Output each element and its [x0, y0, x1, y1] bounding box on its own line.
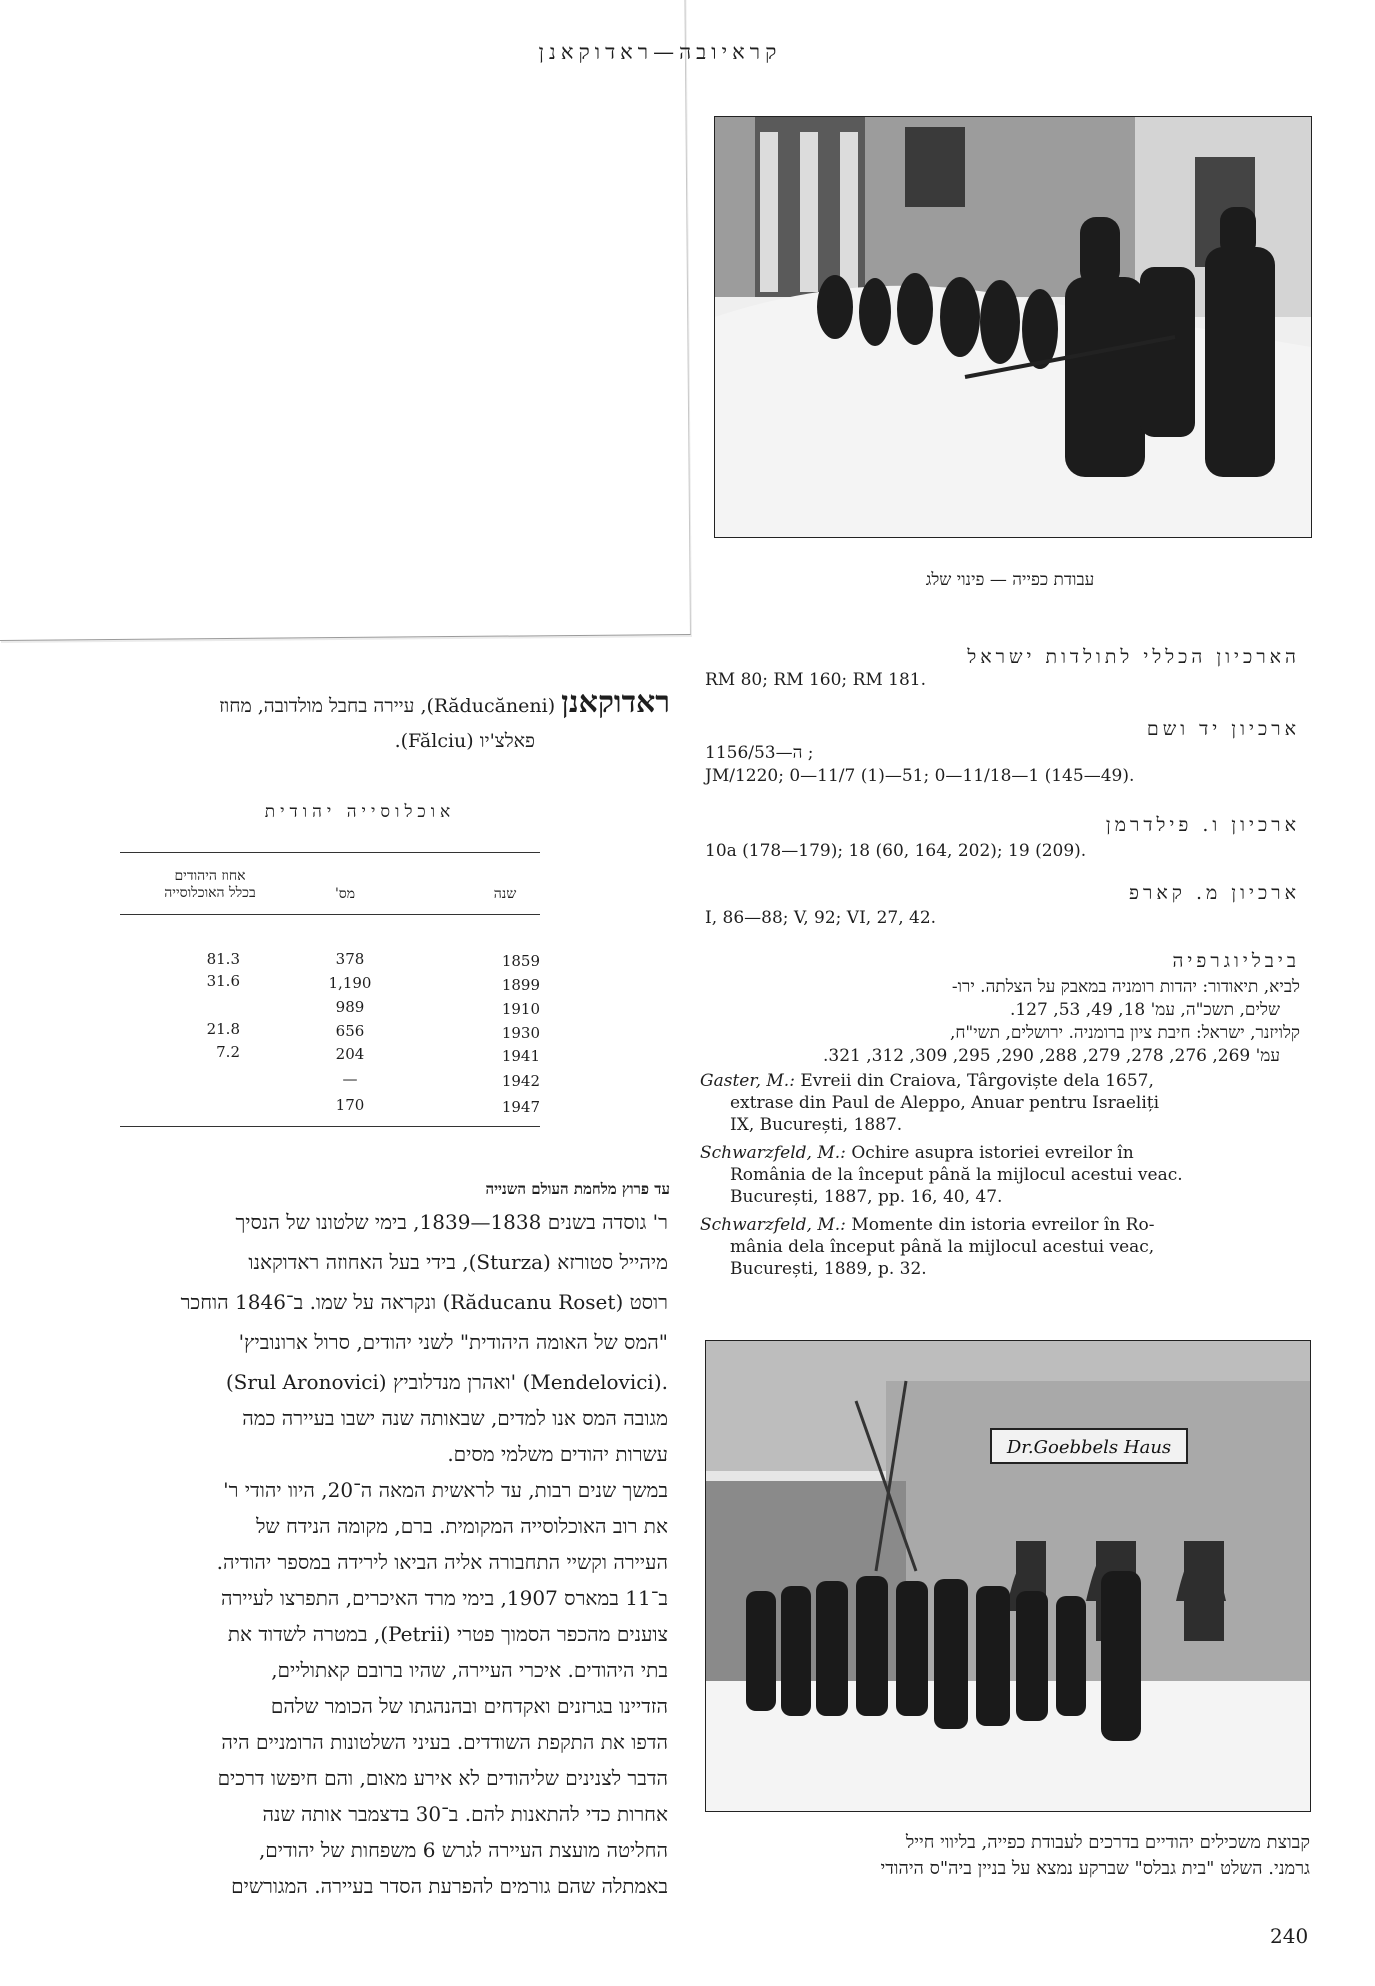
photo-bottom-caption-line2: גרמני. השלט "בית גבלס" שברקע נמצא על בניין ביה"ס היהודי: [880, 1858, 1310, 1879]
body-line: (Srul Aronovici) ואהרן מנדלוביץ' (Mendelovici).: [225, 1370, 668, 1394]
col-header-percent: [110, 868, 310, 902]
bib-latin-line: România de la început până la mijlocul acestui veac.: [730, 1165, 1183, 1185]
bib-latin-line: București, 1887, pp. 16, 40, 47.: [730, 1187, 1003, 1207]
cell-year: 1941: [501, 1047, 540, 1065]
col-header-year: שנה: [493, 886, 517, 902]
body-line: הזדיינו בגרזנים ואקדחים ובהנהגתו של הכומר שלהם: [270, 1694, 668, 1718]
bib-author: Schwarzfeld, M.:: [700, 1143, 846, 1163]
section-title: עד פרוץ מלחמת העולם השנייה: [485, 1180, 670, 1198]
col-header-percent-line1: אחוז היהודים: [174, 868, 246, 884]
cell-year: 1947: [501, 1098, 540, 1116]
cell-year: 1942: [501, 1072, 540, 1090]
bib-latin-line: IX, București, 1887.: [730, 1115, 903, 1135]
bib-hebrew-line: לביא, תיאודור: יהדות רומניה במאבק על הצלתה. ירו-: [951, 977, 1300, 997]
archive-yadvashem-ref2: JM/1220; 0—11/7 (1)—51; 0—11/18—1 (145—49).: [705, 766, 1135, 786]
cell-number: 656: [335, 1022, 365, 1040]
cell-percent: 21.8: [206, 1020, 240, 1038]
bib-latin-line: mânia dela început până la mijlocul acestui veac,: [730, 1237, 1155, 1257]
bib-latin-line: [700, 1142, 1300, 1164]
body-line: אחרות כדי להתאנות להם. ב־30 בדצמבר אותה שנה: [262, 1802, 668, 1826]
body-line: החליטה מועצת העיירה לגרש 6 משפחות של יהודים,: [258, 1838, 668, 1862]
body-line: בתי היהודים. איכרי העיירה, שהיו ברובם קאתוליים,: [271, 1658, 668, 1682]
cell-number: 170: [335, 1096, 365, 1114]
town-line1: (Răducăneni), עיירה בחבל מולדובה, מחוז: [219, 695, 556, 717]
population-heading: אוכלוסייה יהודית: [264, 802, 456, 822]
bib-hebrew-line: שלים, תשכ"ה, עמ' 18, 49, 53, 127.: [1010, 1000, 1280, 1020]
archive-karp-heading: ארכיון מ. קארפ: [1129, 882, 1300, 904]
cell-number: 1,190: [328, 974, 372, 992]
cell-percent: 7.2: [216, 1043, 240, 1061]
running-head: קראיובה—ראדוקאנן: [538, 40, 782, 64]
cell-number: 989: [335, 998, 365, 1016]
bib-latin-entry: [700, 1214, 1300, 1280]
bib-latin-line: [700, 1214, 1300, 1236]
table-bottom-rule: [120, 1126, 540, 1127]
col-header-number: מס': [334, 886, 356, 902]
cell-percent: 81.3: [206, 950, 240, 968]
body-line: במשך שנים רבות, עד לראשית המאה ה־20, היוו יהודי ר': [223, 1478, 668, 1502]
bib-author: Gaster, M.:: [700, 1071, 795, 1091]
photo-forced-labor-image: [706, 1341, 1310, 1811]
archive-general-refs: RM 80; RM 160; RM 181.: [705, 670, 927, 690]
bib-latin-entry: [700, 1070, 1300, 1136]
table-header-rule: [120, 914, 540, 915]
bib-latin-line: [700, 1070, 1300, 1092]
photo-top-caption: עבודת כפייה — פינוי שלג: [925, 570, 1095, 590]
body-line: עשרות יהודים משלמי מסים.: [447, 1442, 668, 1466]
town-entry-title: [30, 685, 670, 721]
body-line: צוענים מהכפר הסמוך פטרי (Petrii), במטרה לשדוד את: [227, 1622, 668, 1646]
bibliography-heading: ביבליוגרפיה: [1172, 950, 1300, 972]
page-number: 240: [1270, 1924, 1309, 1948]
cell-percent: 31.6: [206, 972, 240, 990]
cell-number: 204: [335, 1045, 365, 1063]
photo-snow-clearing: [714, 116, 1312, 538]
bib-text: Evreii din Craiova, Târgoviște dela 1657,: [800, 1071, 1154, 1091]
cell-number: 378: [335, 950, 365, 968]
body-line: באמתלה שהם גורמים להפרעת הסדר בעיירה. המגורשים: [231, 1874, 668, 1898]
cell-year: 1910: [501, 1000, 540, 1018]
archive-yadvashem-ref1: 1156/53—ה ;: [705, 743, 814, 763]
bib-hebrew-line: קלויזנר, ישראל: חיבת ציון ברומניה. ירושלים, תשי"ח,: [949, 1023, 1300, 1043]
body-line: מיהייל סטורזא (Sturza), בידי בעל האחוזה ראדוקאנו: [248, 1250, 668, 1274]
town-line2: פאלצ'יו (Fălciu).: [394, 730, 535, 752]
body-line: ב־11 במארס 1907, בימי מרד האיכרים, התפרצו לעיירה: [220, 1586, 668, 1610]
body-line: "המס של האומה היהודית" לשני יהודים, סרול ארונוביץ': [238, 1330, 668, 1354]
body-line: הדפו את התקפת השודדים. בעיני השלטונות הרומניים היה: [221, 1730, 668, 1754]
table-top-rule: [120, 852, 540, 853]
cell-year: 1930: [501, 1024, 540, 1042]
archive-yadvashem-heading: ארכיון יד ושם: [1146, 718, 1300, 740]
body-line: רוסט (Răducanu Roset) ונקראה על שמו. ב־1846 הוחכר: [180, 1290, 668, 1314]
bib-author: Schwarzfeld, M.:: [700, 1215, 846, 1235]
photo-snow-clearing-image: [715, 117, 1311, 537]
photo-forced-labor-group: [705, 1340, 1311, 1812]
town-name: ראדוקאנן: [561, 685, 670, 720]
cell-number: —: [342, 1070, 358, 1088]
archive-karp-refs: I, 86—88; V, 92; VI, 27, 42.: [705, 908, 937, 928]
bib-text: Momente din istoria evreilor în Ro-: [851, 1215, 1155, 1235]
pasted-paper-sheet: [0, 0, 691, 641]
bib-hebrew-line: עמ' 269, 276, 278, 279, 288, 290, 295, 309, 312, 321.: [822, 1046, 1280, 1066]
body-line: את רוב האוכלוסייה המקומית. ברם, מקומה הנידח של: [256, 1514, 668, 1538]
body-line: העיירה וקשיי התחבורה אליה הביאו לירידה במספר יהודיה.: [216, 1550, 668, 1574]
bib-latin-line: București, 1889, p. 32.: [730, 1259, 927, 1279]
archive-filderman-refs: 10a (178—179); 18 (60, 164, 202); 19 (209).: [705, 841, 1087, 861]
bib-text: Ochire asupra istoriei evreilor în: [851, 1143, 1134, 1163]
goebbels-sign: Dr.Goebbels Haus: [1006, 1437, 1172, 1458]
col-header-percent-line2: בכלל האוכלוסייה: [164, 885, 256, 901]
body-line: מגובה המס אנו למדים, שבאותה שנה ישבו בעיירה כמה: [242, 1406, 668, 1430]
body-line: הדבר לצנינים שליהודים לא אירע מאום, והם חיפשו דרכים: [217, 1766, 668, 1790]
cell-year: 1859: [501, 952, 540, 970]
photo-bottom-caption-line1: קבוצת משכילים יהודיים בדרכים לעבודת כפייה, בליווי חייל: [905, 1832, 1310, 1853]
cell-year: 1899: [501, 976, 540, 994]
body-line: ר' גוסדה בשנים 1838—1839, בימי שלטונו של הנסיך: [235, 1210, 668, 1234]
archive-general-heading: הארכיון הכללי לתולדות ישראל: [967, 646, 1300, 668]
bib-latin-entry: [700, 1142, 1300, 1208]
archive-filderman-heading: ארכיון ו. פילדרמן: [1105, 814, 1300, 836]
bib-latin-line: extrase din Paul de Aleppo, Anuar pentru Israeliți: [730, 1093, 1160, 1113]
